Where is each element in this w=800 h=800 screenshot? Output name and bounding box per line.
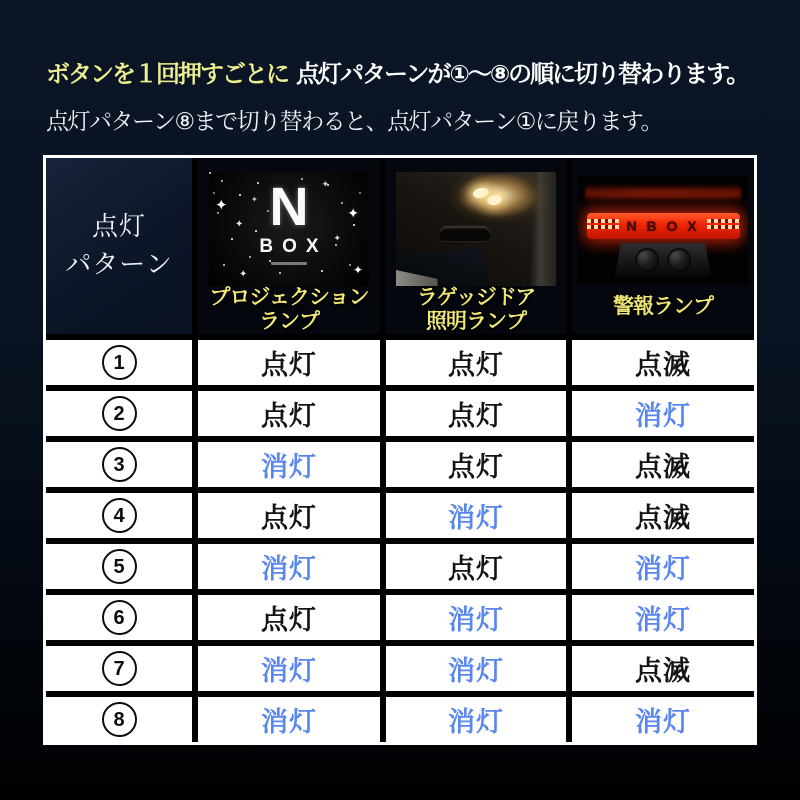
cell-luggage: 消灯 bbox=[386, 493, 566, 538]
pattern-header-cell bbox=[46, 158, 192, 334]
circled-number: 8 bbox=[102, 702, 137, 737]
sparkle-icon bbox=[239, 270, 247, 280]
circled-number: 2 bbox=[102, 396, 137, 431]
cell-luggage: 点灯 bbox=[386, 544, 566, 589]
table-row-number bbox=[46, 544, 192, 589]
luggage-door-lamp-label-line1: ラゲッジドア bbox=[416, 286, 536, 309]
projection-lamp-photo bbox=[209, 172, 369, 286]
cell-alarm: 消灯 bbox=[572, 544, 754, 589]
cell-projection: 点灯 bbox=[198, 391, 380, 436]
projection-lamp-label-line2: ランプ bbox=[258, 310, 319, 334]
intro-line2: 点灯パターン⑧まで切り替わると、点灯パターン①に戻ります。 bbox=[46, 108, 662, 134]
table-row-number bbox=[46, 493, 192, 538]
circled-number: 1 bbox=[102, 345, 137, 380]
intro-line1-highlight: ボタンを１回押すごとに bbox=[46, 61, 288, 88]
cell-alarm: 点滅 bbox=[572, 646, 754, 691]
led-bar bbox=[587, 213, 740, 239]
cell-alarm: 点滅 bbox=[572, 340, 754, 385]
circled-number: 3 bbox=[102, 447, 137, 482]
cell-luggage: 消灯 bbox=[386, 595, 566, 640]
pattern-header-line1: 点灯 bbox=[91, 211, 146, 242]
led-reflection bbox=[585, 185, 741, 202]
alarm-lamp-photo bbox=[578, 176, 748, 284]
circled-number: 4 bbox=[102, 498, 137, 533]
cell-alarm: 消灯 bbox=[572, 697, 754, 742]
table-row-number bbox=[46, 391, 192, 436]
luggage-door-lamp-header-cell bbox=[386, 158, 566, 334]
cell-luggage: 消灯 bbox=[386, 697, 566, 742]
cell-projection: 消灯 bbox=[198, 442, 380, 487]
luggage-door-lamp-label bbox=[417, 286, 536, 334]
table-row-number bbox=[46, 442, 192, 487]
nbox-logo-caption bbox=[271, 262, 307, 265]
circled-number: 7 bbox=[102, 651, 137, 686]
luggage-door-lamp-label-line2: 照明ランプ bbox=[426, 310, 526, 334]
alarm-lamp-header-cell bbox=[572, 158, 754, 334]
camera-lens-icon bbox=[635, 248, 659, 272]
table-row-number bbox=[46, 595, 192, 640]
cell-projection: 点灯 bbox=[198, 493, 380, 538]
projection-lamp-label-line1: プロジェクション bbox=[209, 286, 369, 309]
cell-projection: 点灯 bbox=[198, 340, 380, 385]
cell-luggage: 点灯 bbox=[386, 442, 566, 487]
table-row-number bbox=[46, 646, 192, 691]
sparkle-icon bbox=[353, 264, 363, 276]
camera-lens-icon bbox=[667, 248, 691, 272]
projection-lamp-header-cell bbox=[198, 158, 380, 334]
cell-alarm: 点滅 bbox=[572, 442, 754, 487]
camera-housing bbox=[615, 243, 711, 277]
table-row-number bbox=[46, 340, 192, 385]
cell-alarm: 消灯 bbox=[572, 595, 754, 640]
alarm-lamp-label-line1: 警報ランプ bbox=[613, 294, 713, 318]
alarm-lamp-label bbox=[613, 284, 713, 334]
luggage-door-photo bbox=[396, 172, 556, 286]
tailgate-handle bbox=[439, 226, 491, 241]
cell-projection: 点灯 bbox=[198, 595, 380, 640]
lighting-pattern-table bbox=[43, 155, 757, 745]
circled-number: 6 bbox=[102, 600, 137, 635]
led-dot-matrix-icon bbox=[587, 219, 620, 232]
cell-luggage: 点灯 bbox=[386, 340, 566, 385]
led-nbox-text: N B O X bbox=[626, 217, 700, 234]
intro-line1 bbox=[46, 54, 766, 89]
cell-projection: 消灯 bbox=[198, 697, 380, 742]
intro-text-block bbox=[46, 54, 766, 136]
nbox-logo-n: N bbox=[269, 177, 309, 237]
circled-number: 5 bbox=[102, 549, 137, 584]
cell-projection: 消灯 bbox=[198, 544, 380, 589]
projection-lamp-label bbox=[209, 286, 368, 334]
nbox-logo-box: BOX bbox=[259, 236, 328, 257]
cell-luggage: 消灯 bbox=[386, 646, 566, 691]
led-dot-matrix-icon bbox=[707, 219, 740, 232]
cell-luggage: 点灯 bbox=[386, 391, 566, 436]
cell-projection: 消灯 bbox=[198, 646, 380, 691]
intro-line1-rest: 点灯パターンが①〜⑧の順に切り替わります。 bbox=[296, 61, 749, 88]
cell-alarm: 点滅 bbox=[572, 493, 754, 538]
table-row-number bbox=[46, 697, 192, 742]
pattern-header-line2: パターン bbox=[65, 249, 173, 279]
cell-alarm: 消灯 bbox=[572, 391, 754, 436]
